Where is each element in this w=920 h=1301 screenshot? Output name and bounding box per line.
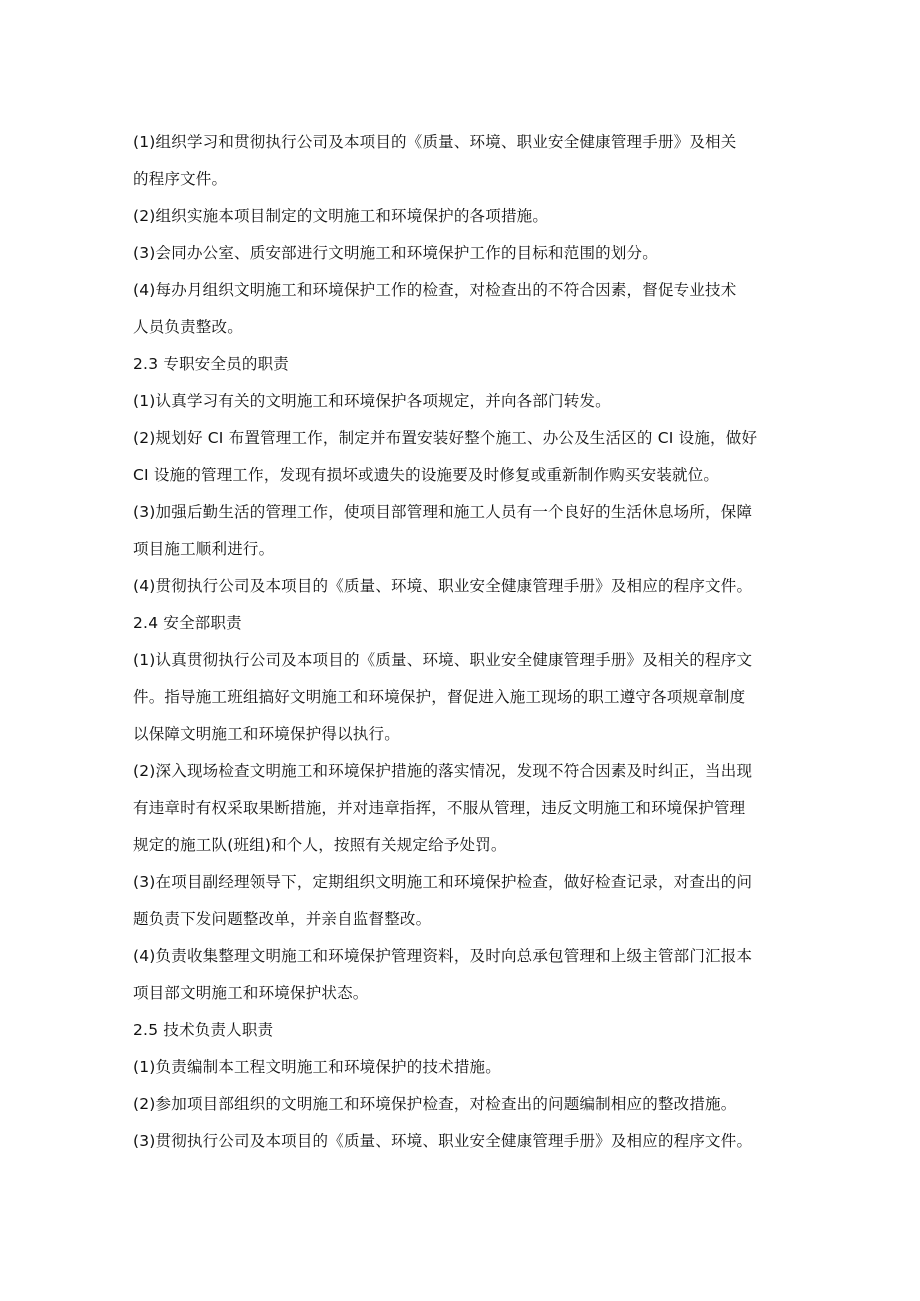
section-heading: 2.4 安全部职责 [133, 614, 242, 632]
text-line: CI 设施的管理工作，发现有损坏或遗失的设施要及时修复或重新制作购买安装就位。 [133, 466, 720, 484]
text-line: (3)加强后勤生活的管理工作，使项目部管理和施工人员有一个良好的生活休息场所，保障 [133, 503, 753, 521]
text-line: (1)组织学习和贯彻执行公司及本项目的《质量、环境、职业安全健康管理手册》及相关 [133, 133, 737, 151]
text-line: (4)每办月组织文明施工和环境保护工作的检查，对检查出的不符合因素，督促专业技术 [133, 281, 737, 299]
text-line: (2)规划好 CI 布置管理工作，制定并布置安装好整个施工、办公及生活区的 CI 设施，做好 [133, 429, 758, 447]
text-line: 有违章时有权采取果断措施，并对违章指挥，不服从管理，违反文明施工和环境保护管理 [133, 799, 746, 817]
text-line: (2)参加项目部组织的文明施工和环境保护检查，对检查出的问题编制相应的整改措施。 [133, 1095, 737, 1113]
text-line: 人员负责整改。 [133, 318, 243, 336]
document-body [133, 124, 813, 1160]
text-line: (1)负责编制本工程文明施工和环境保护的技术措施。 [133, 1058, 501, 1076]
text-line: (3)会同办公室、质安部进行文明施工和环境保护工作的目标和范围的划分。 [133, 244, 658, 262]
text-line: (3)贯彻执行公司及本项目的《质量、环境、职业安全健康管理手册》及相应的程序文件。 [133, 1132, 753, 1150]
text-line: 规定的施工队(班组)和个人，按照有关规定给予处罚。 [133, 836, 507, 854]
text-line: 项目施工顺利进行。 [133, 540, 275, 558]
text-line: 件。指导施工班组搞好文明施工和环境保护，督促进入施工现场的职工遵守各项规章制度 [133, 688, 746, 706]
text-line: 项目部文明施工和环境保护状态。 [133, 984, 369, 1002]
text-line: (3)在项目副经理领导下，定期组织文明施工和环境保护检查，做好检查记录，对查出的问 [133, 873, 753, 891]
text-line: (2)深入现场检查文明施工和环境保护措施的落实情况，发现不符合因素及时纠正，当出现 [133, 762, 753, 780]
text-line: 以保障文明施工和环境保护得以执行。 [133, 725, 400, 743]
text-line: (2)组织实施本项目制定的文明施工和环境保护的各项措施。 [133, 207, 549, 225]
section-heading: 2.5 技术负责人职责 [133, 1021, 274, 1039]
text-line: 题负责下发问题整改单，并亲自监督整改。 [133, 910, 432, 928]
text-line: (4)贯彻执行公司及本项目的《质量、环境、职业安全健康管理手册》及相应的程序文件。 [133, 577, 753, 595]
text-line: (1)认真学习有关的文明施工和环境保护各项规定，并向各部门转发。 [133, 392, 611, 410]
text-line: (1)认真贯彻执行公司及本项目的《质量、环境、职业安全健康管理手册》及相关的程序文 [133, 651, 753, 669]
section-heading: 2.3 专职安全员的职责 [133, 355, 289, 373]
text-line: (4)负责收集整理文明施工和环境保护管理资料，及时向总承包管理和上级主管部门汇报本 [133, 947, 753, 965]
text-line: 的程序文件。 [133, 170, 228, 188]
